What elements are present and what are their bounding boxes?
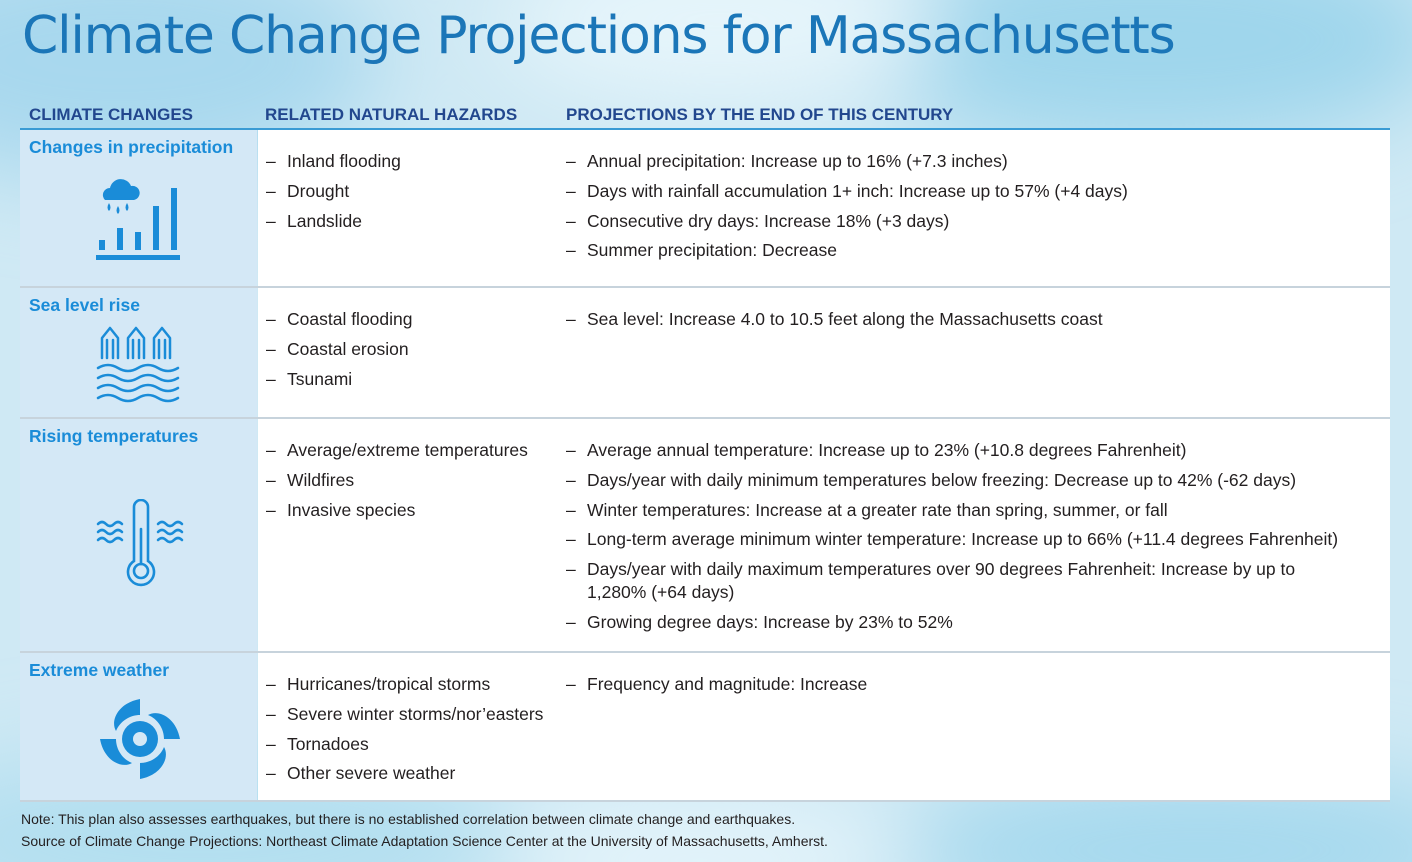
hurricane-icon xyxy=(97,696,183,782)
projection-item: – Days/year with daily minimum temperatures below freezing: Decrease up to 42% (-62 days) xyxy=(566,469,1346,492)
precipitation-icon xyxy=(96,178,184,266)
row-extreme-weather xyxy=(20,653,1390,802)
hazard-item: – Average/extreme temperatures xyxy=(266,439,561,462)
thermometer-icon xyxy=(96,499,186,589)
row-precipitation xyxy=(20,130,1390,288)
projection-item: – Days with rainfall accumulation 1+ inch: Increase up to 57% (+4 days) xyxy=(566,180,1346,203)
projections-list xyxy=(566,150,1346,269)
hazard-item: – Hurricanes/tropical storms xyxy=(266,673,561,696)
source-note: Source of Climate Change Projections: Northeast Climate Adaptation Science Center at the University of Massachusetts, Amherst. xyxy=(21,833,828,849)
hazard-item: – Coastal flooding xyxy=(266,308,561,331)
sea-level-rise-icon xyxy=(96,324,182,410)
hazard-item: – Landslide xyxy=(266,210,561,233)
projections-list xyxy=(566,308,1346,338)
category-name: Rising temperatures xyxy=(29,426,199,446)
hazard-item: – Wildfires xyxy=(266,469,561,492)
hazard-item: – Coastal erosion xyxy=(266,338,561,361)
row-divider xyxy=(20,800,1390,802)
projections-list xyxy=(566,439,1346,641)
projection-item: – Average annual temperature: Increase up to 23% (+10.8 degrees Fahrenheit) xyxy=(566,439,1346,462)
hazards-list xyxy=(266,150,561,239)
projection-item: – Days/year with daily maximum temperatures over 90 degrees Fahrenheit: Increase by up to 1,280% (+64 days) xyxy=(566,558,1346,604)
hazards-list xyxy=(266,439,561,528)
hazard-item: – Severe winter storms/nor’easters xyxy=(266,703,561,726)
header-related-hazards: RELATED NATURAL HAZARDS xyxy=(265,105,518,124)
row-rising-temperatures xyxy=(20,419,1390,653)
hazard-item: – Other severe weather xyxy=(266,762,561,785)
category-name: Sea level rise xyxy=(29,295,140,315)
hazard-item: – Inland flooding xyxy=(266,150,561,173)
projection-item: – Growing degree days: Increase by 23% to 52% xyxy=(566,611,1346,634)
category-name: Extreme weather xyxy=(29,660,170,680)
hazards-list xyxy=(266,308,561,397)
projection-item: – Annual precipitation: Increase up to 16% (+7.3 inches) xyxy=(566,150,1346,173)
projection-item: – Long-term average minimum winter temperature: Increase up to 66% (+11.4 degrees Fahrenheit) xyxy=(566,528,1346,551)
projection-item: – Sea level: Increase 4.0 to 10.5 feet along the Massachusetts coast xyxy=(566,308,1346,331)
projection-item: – Consecutive dry days: Increase 18% (+3 days) xyxy=(566,210,1346,233)
projection-item: – Frequency and magnitude: Increase xyxy=(566,673,1346,696)
header-projections: PROJECTIONS BY THE END OF THIS CENTURY xyxy=(566,105,954,124)
projection-item: – Summer precipitation: Decrease xyxy=(566,239,1346,262)
hazard-item: – Tsunami xyxy=(266,368,561,391)
category-name: Changes in precipitation xyxy=(29,137,234,157)
footnote: Note: This plan also assesses earthquakes, but there is no established correlation between climate change and earthquakes. xyxy=(21,811,796,827)
hazard-item: – Tornadoes xyxy=(266,733,561,756)
header-climate-changes: CLIMATE CHANGES xyxy=(29,105,194,124)
hazard-item: – Invasive species xyxy=(266,499,561,522)
hazard-item: – Drought xyxy=(266,180,561,203)
row-sea-level-rise xyxy=(20,288,1390,419)
hazards-list xyxy=(266,673,561,792)
projection-item: – Winter temperatures: Increase at a greater rate than spring, summer, or fall xyxy=(566,499,1346,522)
projections-list xyxy=(566,673,1346,703)
page-title: Climate Change Projections for Massachusetts xyxy=(22,6,1175,66)
